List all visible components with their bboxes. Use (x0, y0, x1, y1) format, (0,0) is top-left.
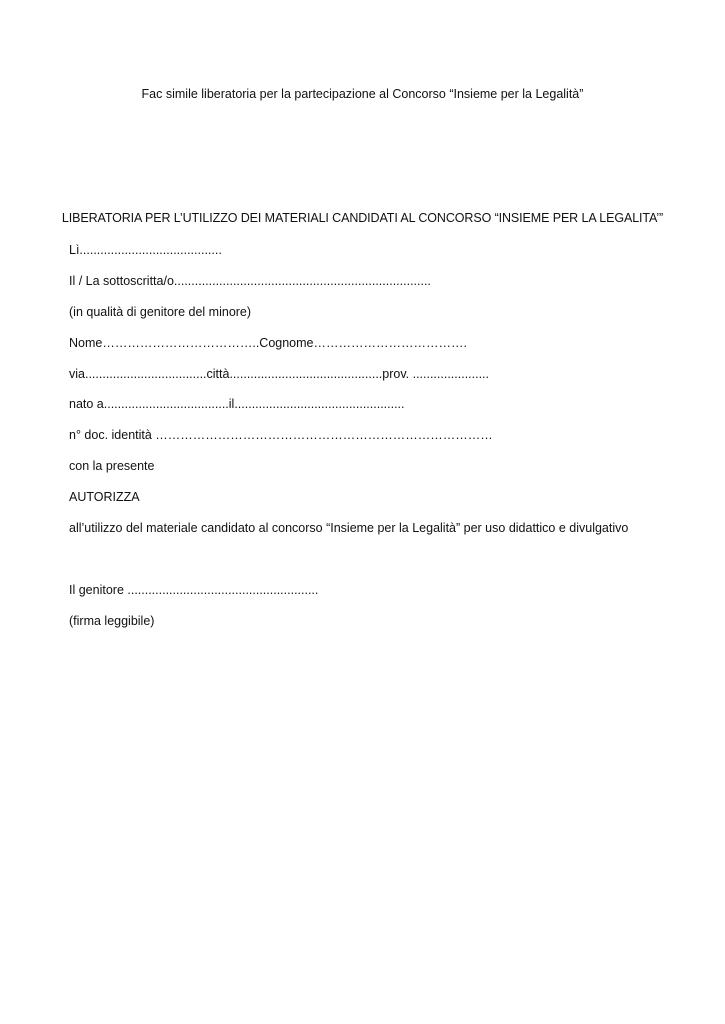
signature-note: (firma leggibile) (69, 614, 155, 628)
presente-text: con la presente (69, 459, 155, 473)
document-title: LIBERATORIA PER L’UTILIZZO DEI MATERIALI CANDIDATI AL CONCORSO “INSIEME PER LA LEGALITA’” (61, 211, 664, 225)
id-document-field: n° doc. identità ……………………………………………………………………… (69, 428, 493, 442)
autorizza-heading: AUTORIZZA (69, 490, 140, 504)
document-header: Fac simile liberatoria per la partecipazione al Concorso “Insieme per la Legalità” (141, 87, 584, 101)
signature-field: Il genitore ....................................................... (69, 583, 319, 597)
address-field: via...................................città............................................prov. ...................... (69, 367, 490, 381)
place-field: Lì......................................... (69, 243, 222, 257)
signer-field: Il / La sottoscritta/o.......................................................................... (69, 274, 431, 288)
name-surname-field: Nome………………………………..Cognome………………………………. (69, 336, 467, 350)
quality-text: (in qualità di genitore del minore) (69, 305, 252, 319)
authorization-body: all’utilizzo del materiale candidato al concorso “Insieme per la Legalità” per uso didattico e divulgativo (69, 521, 629, 535)
birth-field: nato a....................................il................................................. (69, 397, 405, 411)
